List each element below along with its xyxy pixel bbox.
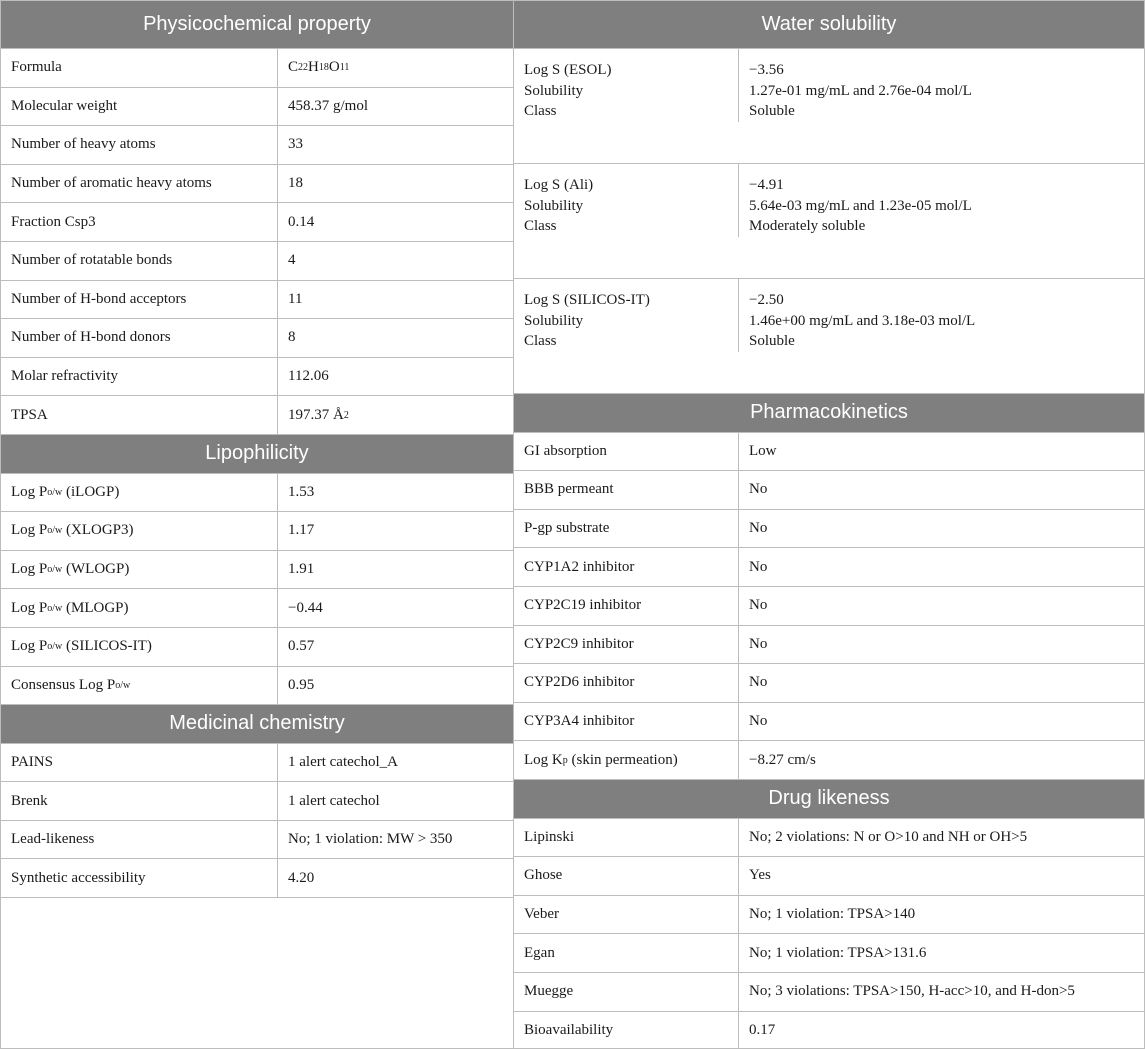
- property-label: [514, 279, 739, 352]
- table-row: [1, 319, 513, 358]
- class-label: Class: [524, 333, 557, 349]
- logs-label: Log S (ESOL): [524, 62, 612, 78]
- table-row: [514, 587, 1144, 626]
- table-row: [1, 667, 513, 706]
- kp-subscript: p: [562, 754, 568, 766]
- property-value: 458.37 g/mol: [288, 97, 369, 114]
- table-row: [514, 279, 1144, 394]
- left-column: [0, 0, 514, 1049]
- property-label: [514, 164, 739, 237]
- property-label: Number of rotatable bonds: [1, 242, 278, 280]
- right-column: [514, 0, 1145, 1049]
- property-label: [1, 512, 278, 550]
- table-row: [514, 934, 1144, 973]
- table-row: [514, 626, 1144, 665]
- method-name: (XLOGP3): [66, 522, 134, 539]
- property-value: −8.27 cm/s: [749, 751, 816, 768]
- table-row: [1, 744, 513, 783]
- property-value: No; 1 violation: MW > 350: [288, 831, 453, 848]
- table-row: [514, 510, 1144, 549]
- class-value: Moderately soluble: [749, 218, 866, 234]
- property-value: Yes: [749, 867, 771, 884]
- table-row: [1, 165, 513, 204]
- property-value: 0.95: [288, 676, 315, 693]
- table-row: [514, 896, 1144, 935]
- table-row: [514, 819, 1144, 858]
- property-label: Fraction Csp3: [1, 203, 278, 241]
- property-value: 18: [288, 175, 303, 192]
- property-value: 11: [288, 290, 303, 307]
- class-value: Soluble: [749, 333, 795, 349]
- property-label: Ghose: [514, 857, 739, 895]
- class-label: Class: [524, 218, 557, 234]
- property-label: Number of aromatic heavy atoms: [1, 165, 278, 203]
- table-row: [514, 49, 1144, 164]
- table-row: [1, 242, 513, 281]
- ow-subscript: o/w: [115, 679, 131, 691]
- logp-text: Log P: [11, 599, 48, 616]
- table-row: [514, 703, 1144, 742]
- table-row: [514, 664, 1144, 703]
- solubility-value: 5.64e-03 mg/mL and 1.23e-05 mol/L: [749, 197, 972, 214]
- tpsa-value: 197.37 Å: [288, 406, 344, 423]
- property-value: 1.91: [288, 561, 315, 578]
- property-label: [1, 628, 278, 666]
- ow-subscript: o/w: [47, 525, 63, 537]
- table-row: [1, 628, 513, 667]
- property-value: [739, 164, 1143, 237]
- ow-subscript: o/w: [47, 486, 63, 498]
- logs-value: −4.91: [749, 177, 784, 193]
- class-label: Class: [524, 103, 557, 119]
- property-value: 0.17: [749, 1022, 776, 1039]
- property-label: Lead-likeness: [1, 821, 278, 859]
- property-label: Number of heavy atoms: [1, 126, 278, 164]
- property-label: GI absorption: [514, 433, 739, 471]
- property-value: [739, 49, 1143, 122]
- table-row: [514, 433, 1144, 472]
- logp-text: Log P: [11, 561, 48, 578]
- table-row: [514, 857, 1144, 896]
- property-label: Molar refractivity: [1, 358, 278, 396]
- table-row: [514, 741, 1144, 780]
- property-label: CYP2C19 inhibitor: [514, 587, 739, 625]
- method-name: (iLOGP): [66, 483, 120, 500]
- property-value: [278, 396, 513, 434]
- property-value: No: [749, 713, 768, 730]
- table-row: [1, 49, 513, 88]
- property-label: CYP2D6 inhibitor: [514, 664, 739, 702]
- logs-label: Log S (Ali): [524, 177, 594, 193]
- property-label: Veber: [514, 896, 739, 934]
- property-value: No; 2 violations: N or O>10 and NH or OH>5: [749, 828, 1028, 845]
- property-value: No; 1 violation: TPSA>131.6: [749, 944, 927, 961]
- section-header-water-solubility: Water solubility: [514, 1, 1144, 49]
- property-label: Lipinski: [514, 819, 739, 857]
- property-value: No: [749, 674, 768, 691]
- method-name: (WLOGP): [66, 561, 130, 578]
- table-row: [514, 1012, 1144, 1049]
- class-value: Soluble: [749, 103, 795, 119]
- property-value: No; 3 violations: TPSA>150, H-acc>10, and H-don>5: [749, 983, 1075, 1000]
- property-label: [1, 474, 278, 512]
- property-label: CYP3A4 inhibitor: [514, 703, 739, 741]
- consensus-text: Consensus Log P: [11, 676, 116, 693]
- table-row: [1, 859, 513, 898]
- kp-suffix: (skin permeation): [567, 751, 678, 768]
- property-value: 33: [288, 136, 303, 153]
- table-row: [1, 88, 513, 127]
- table-row: [514, 973, 1144, 1012]
- property-label: TPSA: [1, 396, 278, 434]
- property-value: Low: [749, 442, 777, 459]
- table-row: [1, 512, 513, 551]
- property-label: Synthetic accessibility: [1, 859, 278, 897]
- table-row: [514, 471, 1144, 510]
- property-value: 1.17: [288, 522, 315, 539]
- property-label: Brenk: [1, 782, 278, 820]
- property-value: 0.57: [288, 638, 315, 655]
- table-row: [1, 782, 513, 821]
- property-label: [1, 589, 278, 627]
- logs-value: −3.56: [749, 62, 784, 78]
- ow-subscript: o/w: [47, 564, 63, 576]
- section-header-physicochemical: Physicochemical property: [1, 1, 513, 49]
- solubility-label: Solubility: [524, 312, 584, 329]
- property-label: PAINS: [1, 744, 278, 782]
- property-value: No: [749, 520, 768, 537]
- formula-h: H: [308, 59, 319, 76]
- table-row: [1, 589, 513, 628]
- table-row: [1, 474, 513, 513]
- section-header-drug-likeness: Drug likeness: [514, 780, 1144, 819]
- section-header-medicinal-chemistry: Medicinal chemistry: [1, 705, 513, 744]
- table-row: [1, 126, 513, 165]
- property-value: 0.14: [288, 213, 315, 230]
- property-label: [1, 667, 278, 705]
- logp-text: Log P: [11, 638, 48, 655]
- formula-h-count: 18: [318, 62, 329, 74]
- property-label: [1, 551, 278, 589]
- property-value: −0.44: [288, 599, 323, 616]
- ow-subscript: o/w: [47, 602, 63, 614]
- property-label: [514, 741, 739, 779]
- table-row: [1, 821, 513, 860]
- formula-o-count: 11: [339, 62, 350, 74]
- property-label: [514, 49, 739, 122]
- method-name: (SILICOS-IT): [66, 638, 152, 655]
- property-label: Formula: [1, 49, 278, 87]
- property-label: Number of H-bond acceptors: [1, 281, 278, 319]
- property-label: Number of H-bond donors: [1, 319, 278, 357]
- property-value: 1.53: [288, 483, 315, 500]
- property-value: No: [749, 481, 768, 498]
- kp-text: Log K: [524, 751, 563, 768]
- property-value: No; 1 violation: TPSA>140: [749, 906, 916, 923]
- section-header-pharmacokinetics: Pharmacokinetics: [514, 394, 1144, 433]
- method-name: (MLOGP): [66, 599, 129, 616]
- property-label: Bioavailability: [514, 1012, 739, 1049]
- property-label: Egan: [514, 934, 739, 972]
- table-row: [514, 164, 1144, 279]
- solubility-label: Solubility: [524, 82, 584, 99]
- property-value: 4: [288, 252, 296, 269]
- property-value: No: [749, 558, 768, 575]
- table-row: [1, 203, 513, 242]
- formula-c: C: [288, 59, 299, 76]
- solubility-value: 1.27e-01 mg/mL and 2.76e-04 mol/L: [749, 82, 972, 99]
- property-label: Muegge: [514, 973, 739, 1011]
- property-label: P-gp substrate: [514, 510, 739, 548]
- formula-c-count: 22: [298, 62, 309, 74]
- table-row: [1, 396, 513, 435]
- logp-text: Log P: [11, 522, 48, 539]
- formula-value: [278, 49, 513, 87]
- property-value: 4.20: [288, 869, 315, 886]
- property-label: BBB permeant: [514, 471, 739, 509]
- table-row: [1, 358, 513, 397]
- property-label: Molecular weight: [1, 88, 278, 126]
- property-value: No: [749, 635, 768, 652]
- property-label: CYP2C9 inhibitor: [514, 626, 739, 664]
- table-row: [514, 548, 1144, 587]
- property-value: 1 alert catechol_A: [288, 753, 398, 770]
- section-header-lipophilicity: Lipophilicity: [1, 435, 513, 474]
- formula-o: O: [328, 59, 340, 76]
- property-value: [739, 279, 1143, 352]
- property-value: 1 alert catechol: [288, 792, 380, 809]
- logp-text: Log P: [11, 483, 48, 500]
- solubility-value: 1.46e+00 mg/mL and 3.18e-03 mol/L: [749, 312, 976, 329]
- property-label: CYP1A2 inhibitor: [514, 548, 739, 586]
- tpsa-exponent: 2: [343, 409, 349, 421]
- property-value: 112.06: [288, 368, 329, 385]
- table-row: [1, 281, 513, 320]
- logs-value: −2.50: [749, 292, 784, 308]
- property-value: No: [749, 597, 768, 614]
- property-value: 8: [288, 329, 296, 346]
- table-row: [1, 551, 513, 590]
- ow-subscript: o/w: [47, 641, 63, 653]
- logs-label: Log S (SILICOS-IT): [524, 292, 650, 308]
- solubility-label: Solubility: [524, 197, 584, 214]
